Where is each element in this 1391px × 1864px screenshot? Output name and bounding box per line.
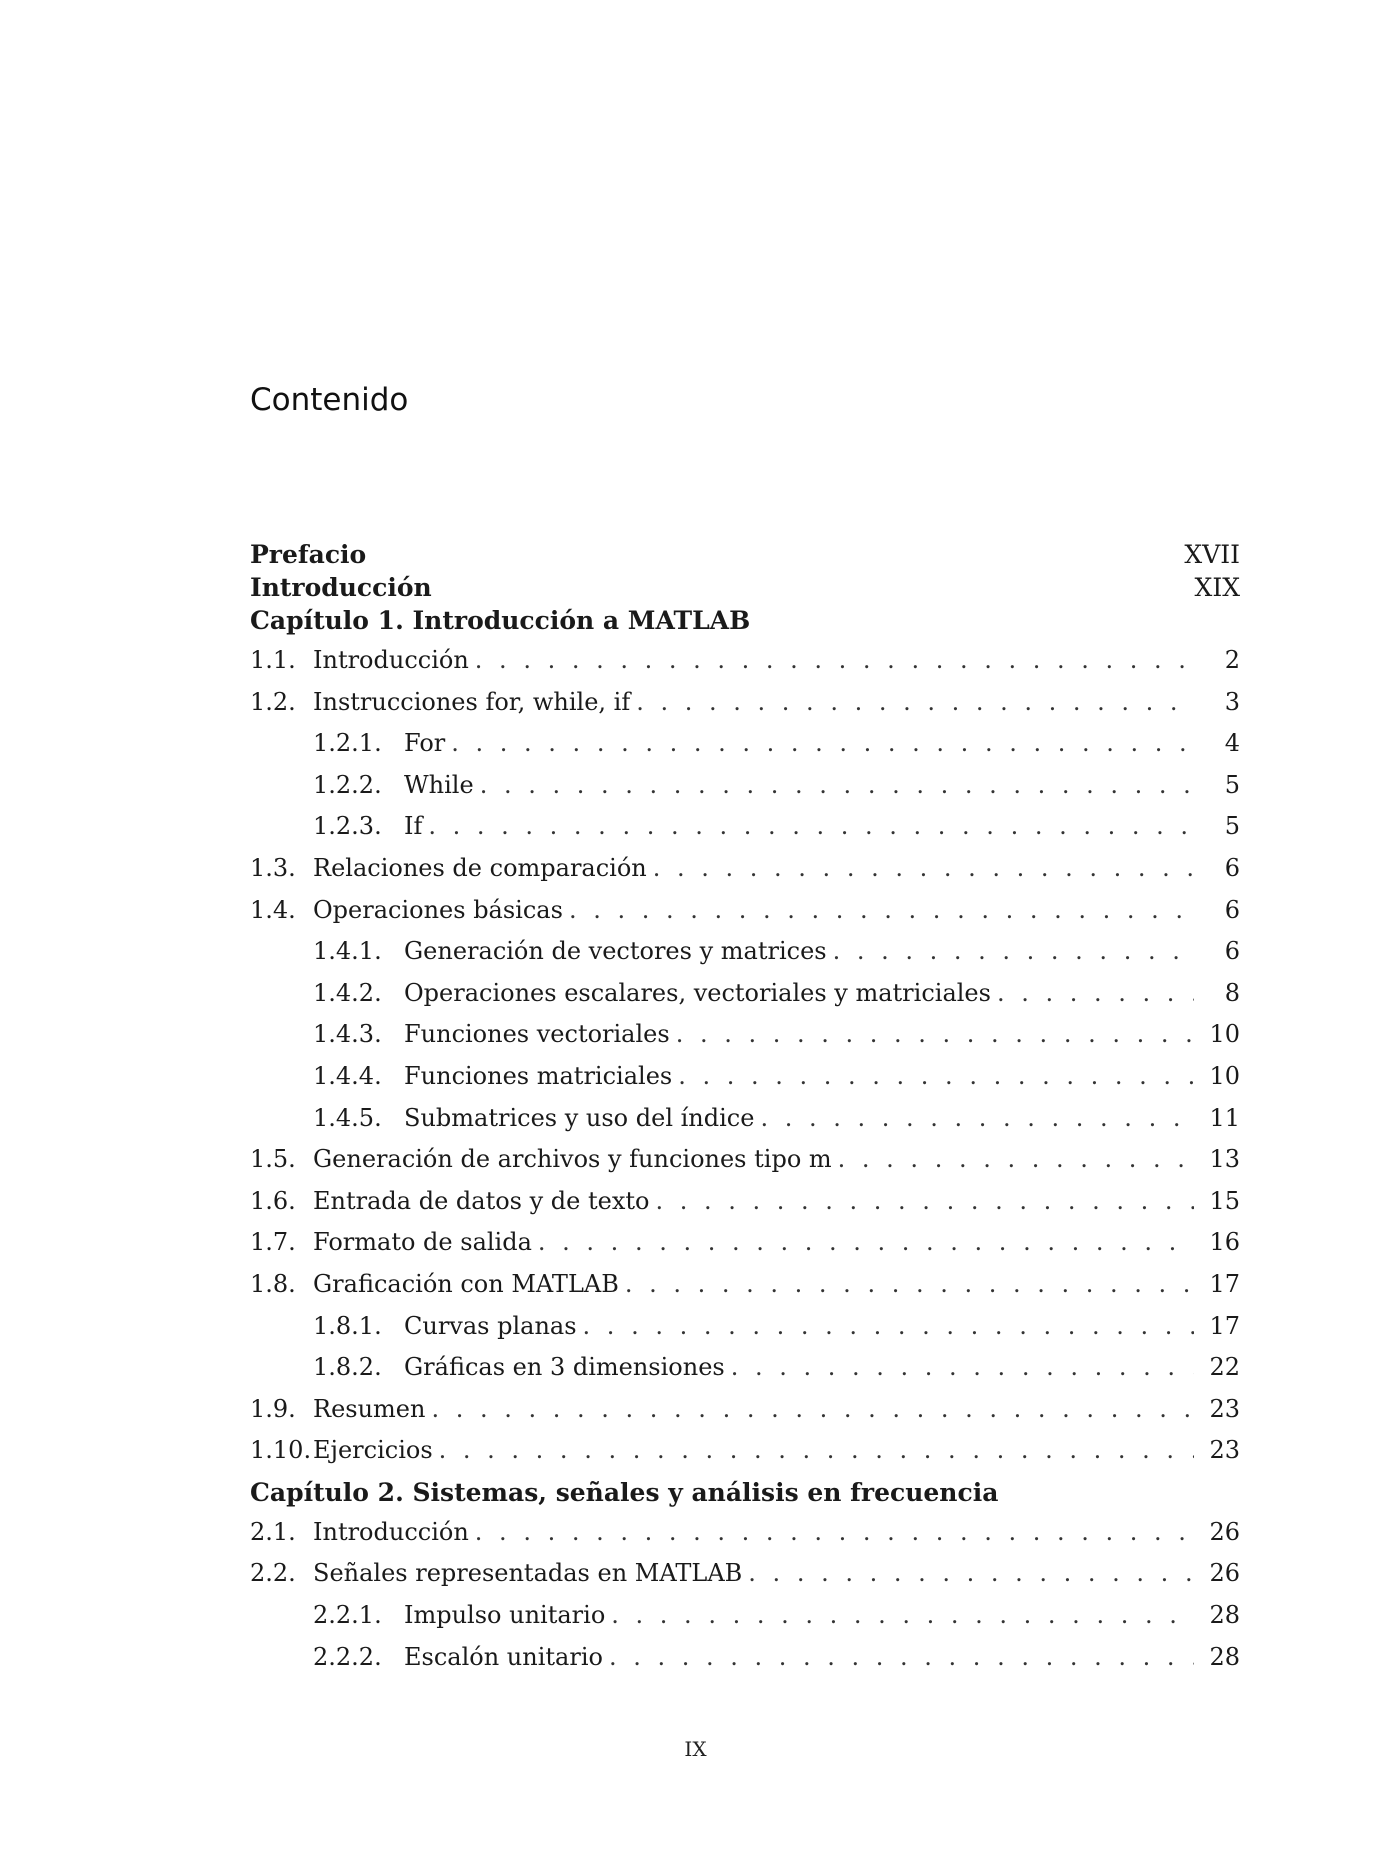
page-title: Contenido: [250, 382, 409, 418]
dot-leader: [439, 1436, 1194, 1464]
toc-entry-page: 17: [1209, 1311, 1240, 1340]
toc-entry-introduccion[interactable]: [250, 573, 1240, 606]
toc-subentry[interactable]: [250, 1601, 1240, 1643]
toc-entry-title: If: [404, 812, 423, 841]
dot-leader: [625, 1270, 1194, 1298]
toc-entry-number: 1.8.: [250, 1269, 296, 1298]
toc-entry-page: 2: [1224, 646, 1240, 674]
toc-entry-title: While: [404, 770, 474, 799]
toc-entry-title: Entrada de datos y de texto: [313, 1186, 650, 1215]
toc-entry-number: 2.1.: [250, 1517, 296, 1546]
toc-entry-page: 5: [1224, 770, 1240, 799]
dot-leader: [611, 1601, 1194, 1629]
dot-leader: [833, 937, 1194, 965]
toc-subentry[interactable]: [250, 1062, 1240, 1104]
dot-leader: [431, 1395, 1194, 1423]
toc-entry-title: Formato de salida: [313, 1228, 532, 1257]
toc-entry[interactable]: [250, 1559, 1240, 1601]
toc-entry-page: 11: [1209, 1103, 1240, 1132]
toc-entry[interactable]: [250, 1436, 1240, 1478]
dot-leader: [609, 1643, 1194, 1671]
dot-leader: [480, 771, 1194, 799]
toc-entry[interactable]: [250, 688, 1240, 730]
dot-leader: [760, 1104, 1194, 1132]
toc-entry-page: 8: [1224, 978, 1240, 1007]
dot-leader: [636, 688, 1194, 716]
toc-entry-number: 1.3.: [250, 853, 296, 882]
chapter-heading[interactable]: Capítulo 1. Introducción a MATLAB: [250, 606, 751, 635]
toc-entry-page: 13: [1209, 1145, 1240, 1174]
toc-entry-page: 26: [1209, 1517, 1240, 1546]
toc-entry-page: 3: [1224, 687, 1240, 716]
toc-entry-page: 10: [1209, 1061, 1240, 1090]
page-number: IX: [684, 1737, 707, 1761]
toc-entry-number: 1.4.4.: [313, 1061, 382, 1090]
dot-leader: [678, 1062, 1194, 1090]
toc-entry-title: For: [404, 729, 446, 758]
toc-entry-title: Curvas planas: [404, 1311, 577, 1340]
toc-entry-number: 1.4.1.: [313, 937, 382, 966]
chapter-1-entries: [250, 646, 1240, 1478]
dot-leader: [655, 1187, 1194, 1215]
toc-entry-prefacio[interactable]: [250, 540, 1240, 573]
dot-leader: [731, 1353, 1194, 1381]
toc-entry-number: 1.9.: [250, 1394, 296, 1423]
toc-subentry[interactable]: [250, 729, 1240, 771]
toc-entry-page: XVII: [1184, 540, 1240, 569]
dot-leader: [538, 1228, 1194, 1256]
toc-entry-number: 1.2.: [250, 687, 296, 716]
toc-entry[interactable]: [250, 1187, 1240, 1229]
toc-entry-number: 1.2.1.: [313, 729, 382, 758]
dot-leader: [748, 1559, 1194, 1587]
toc-entry-title: Funciones vectoriales: [404, 1020, 670, 1049]
toc-subentry[interactable]: [250, 937, 1240, 979]
dot-leader: [428, 812, 1194, 840]
toc-entry-number: 1.2.3.: [313, 812, 382, 841]
toc-entry-page: 6: [1224, 937, 1240, 966]
toc-entry-page: 28: [1209, 1601, 1240, 1630]
toc-entry-page: 15: [1209, 1186, 1240, 1215]
toc-entry-number: 1.8.2.: [313, 1353, 382, 1382]
toc-subentry[interactable]: [250, 1353, 1240, 1395]
dot-leader: [583, 1312, 1194, 1340]
toc-entry-title: Generación de vectores y matrices: [404, 937, 827, 966]
toc-entry[interactable]: [250, 646, 1240, 688]
toc-entry-number: 1.4.: [250, 895, 296, 924]
dot-leader: [475, 646, 1194, 674]
toc-entry[interactable]: [250, 1228, 1240, 1270]
dot-leader: [838, 1145, 1194, 1173]
chapter-heading[interactable]: Capítulo 2. Sistemas, señales y análisis en frecuencia: [250, 1477, 999, 1507]
toc-entry-title: Operaciones escalares, vectoriales y matriciales: [404, 978, 991, 1007]
toc-entry-page: 16: [1209, 1228, 1240, 1257]
toc-entry-page: 22: [1209, 1353, 1240, 1382]
toc-entry-title: Impulso unitario: [404, 1601, 606, 1630]
toc-entry-page: 5: [1224, 812, 1240, 841]
toc-entry-page: 6: [1224, 895, 1240, 924]
toc-entry-number: 2.2.2.: [313, 1642, 382, 1671]
toc-entry-number: 1.6.: [250, 1186, 296, 1215]
toc-entry-title: Relaciones de comparación: [313, 853, 647, 882]
toc-entry-page: 28: [1209, 1642, 1240, 1671]
toc-entry-title: Gráficas en 3 dimensiones: [404, 1353, 725, 1382]
dot-leader: [569, 896, 1194, 924]
toc-entry-page: 10: [1209, 1020, 1240, 1049]
toc-entry-number: 1.4.5.: [313, 1103, 382, 1132]
toc-entry-title: Instrucciones for, while, if: [313, 687, 631, 716]
toc-entry-title: Generación de archivos y funciones tipo m: [313, 1145, 832, 1174]
toc-entry-number: 1.1.: [250, 646, 296, 674]
toc-subentry[interactable]: [250, 1643, 1240, 1685]
toc-entry-title: Ejercicios: [313, 1436, 433, 1465]
toc-entry[interactable]: [250, 1518, 1240, 1560]
toc-entry[interactable]: [250, 854, 1240, 896]
dot-leader: [997, 979, 1194, 1007]
dot-leader: [475, 1518, 1194, 1546]
toc-entry-title: Escalón unitario: [404, 1642, 603, 1671]
toc-entry[interactable]: [250, 1145, 1240, 1187]
toc-entry-page: 17: [1209, 1269, 1240, 1298]
dot-leader: [451, 729, 1194, 757]
chapter-2-entries: [250, 1518, 1240, 1684]
toc-entry-page: 23: [1209, 1436, 1240, 1465]
toc-entry-number: 1.8.1.: [313, 1311, 382, 1340]
toc-entry-title: Introducción: [250, 573, 432, 602]
toc-entry-title: Operaciones básicas: [313, 895, 563, 924]
dot-leader: [653, 854, 1194, 882]
toc-subentry[interactable]: [250, 1312, 1240, 1354]
toc-subentry[interactable]: [250, 979, 1240, 1021]
toc-entry-title: Graficación con MATLAB: [313, 1269, 619, 1298]
toc-entry-page: 6: [1224, 853, 1240, 882]
toc-entry[interactable]: [250, 1395, 1240, 1437]
toc-entry[interactable]: [250, 1270, 1240, 1312]
toc-entry-number: 1.2.2.: [313, 770, 382, 799]
toc-entry-number: 2.2.1.: [313, 1601, 382, 1630]
table-of-contents: [250, 540, 1240, 1684]
toc-entry-number: 1.10.: [250, 1436, 312, 1465]
toc-entry-number: 1.5.: [250, 1145, 296, 1174]
toc-entry-title: Submatrices y uso del índice: [404, 1103, 755, 1132]
toc-entry-title: Funciones matriciales: [404, 1061, 673, 1090]
dot-leader: [676, 1020, 1194, 1048]
toc-entry-number: 1.7.: [250, 1228, 296, 1257]
toc-entry-title: Resumen: [313, 1394, 426, 1423]
toc-subentry[interactable]: [250, 771, 1240, 813]
toc-entry[interactable]: [250, 896, 1240, 938]
toc-entry-title: Introducción: [313, 646, 469, 674]
toc-entry-title: Introducción: [313, 1517, 469, 1546]
toc-entry-page: 26: [1209, 1559, 1240, 1588]
toc-entry-number: 1.4.3.: [313, 1020, 382, 1049]
toc-entry-page: XIX: [1194, 573, 1240, 602]
toc-entry-page: 4: [1224, 729, 1240, 758]
toc-subentry[interactable]: [250, 812, 1240, 854]
toc-entry-title: Prefacio: [250, 540, 367, 569]
toc-entry-number: 1.4.2.: [313, 978, 382, 1007]
toc-entry-number: 2.2.: [250, 1559, 296, 1588]
toc-entry-title: Señales representadas en MATLAB: [313, 1559, 743, 1588]
toc-subentry[interactable]: [250, 1104, 1240, 1146]
toc-entry-page: 23: [1209, 1394, 1240, 1423]
toc-subentry[interactable]: [250, 1020, 1240, 1062]
